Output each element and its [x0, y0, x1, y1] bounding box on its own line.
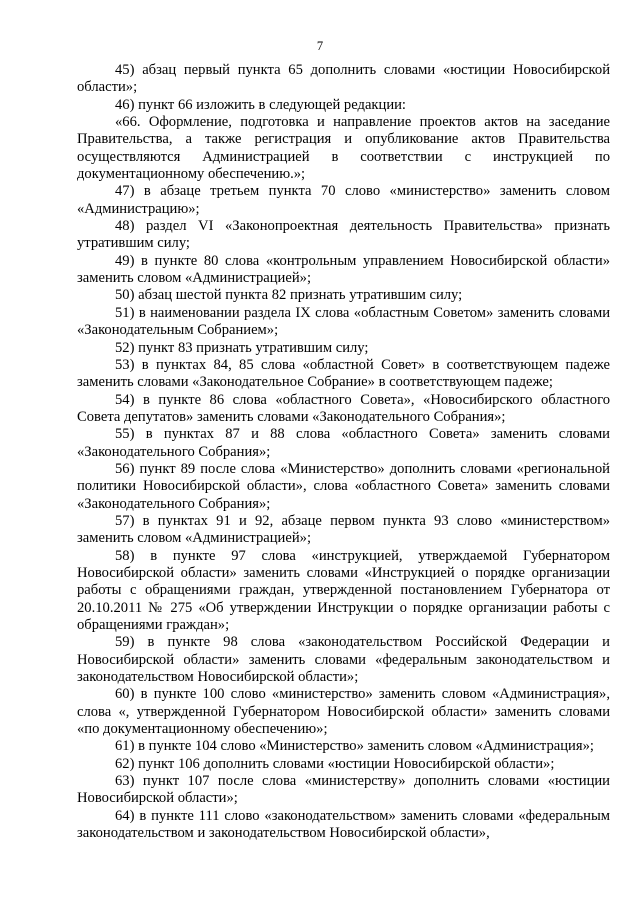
paragraph-61: 61) в пункте 104 слово «Министерство» заменить словом «Администрация»; [115, 738, 594, 755]
paragraph-60: 60) в пункте 100 слово «министерство» заменить словом «Администрация», слова «, утвержденной Губернатором Новосибирской области» заменить словами «по документационному обеспечению»; [77, 686, 610, 738]
paragraph-51: 51) в наименовании раздела IX слова «областным Советом» заменить словами «Законодательным Собранием»; [77, 304, 610, 339]
paragraph-64: 64) в пункте 111 слово «законодательством» заменить словами «федеральным законодательством и законодательством Новосибирской области», [77, 807, 610, 842]
paragraph-63: 63) пункт 107 после слова «министерству» дополнить словами «юстиции Новосибирской области»; [77, 773, 610, 807]
paragraph-57: 57) в пунктах 91 и 92, абзаце первом пункта 93 слово «министерством» заменить словом «Администрацией»; [77, 512, 610, 547]
paragraph-45: 45) абзац первый пункта 65 дополнить словами «юстиции Новосибирской области»; [77, 62, 610, 96]
paragraph-56: 56) пункт 89 после слова «Министерство» дополнить словами «региональной политики Новосибирской области», слова «областного Совета» заменить словами «Законодательного Собрания»; [77, 460, 610, 512]
paragraph-54: 54) в пункте 86 слова «областного Совета», «Новосибирского областного Совета депутатов» заменить словами «Законодательного Собрания»; [77, 391, 610, 425]
paragraph-49: 49) в пункте 80 слова «контрольным управлением Новосибирской области» заменить словом «Администрацией»; [77, 252, 610, 287]
paragraph-50: 50) абзац шестой пункта 82 признать утратившим силу; [115, 287, 463, 304]
paragraph-58: 58) в пункте 97 слова «инструкцией, утверждаемой Губернатором Новосибирской области» заменить словами «Инструкцией о порядке организации работы с обращениями граждан, утвержденной постановлением Губернатора от 20.10.2011 № 275 «Об утверждении Инструкции о порядке организации работы с обращениями граждан»; [77, 547, 610, 633]
paragraph-53: 53) в пунктах 84, 85 слова «областной Совет» в соответствующем падеже заменить словами «Законодательное Собрание» в соответствующем падеже; [77, 356, 610, 391]
paragraph-55: 55) в пунктах 87 и 88 слова «областного Совета» заменить словами «Законодательного Собрания»; [77, 426, 610, 460]
paragraph-48: 48) раздел VI «Законопроектная деятельность Правительства» признать утратившим силу; [77, 218, 610, 252]
page-number: 7 [316, 39, 324, 53]
document-body [77, 62, 610, 842]
paragraph-62: 62) пункт 106 дополнить словами «юстиции Новосибирской области»; [115, 755, 555, 772]
paragraph-66-text: «66. Оформление, подготовка и направление проектов актов на заседание Правительства, а также регистрация и опубликование актов Правительства осуществляются Администрацией в соответствии с инструкцией по документационному обеспечению.»; [77, 114, 610, 183]
paragraph-47: 47) в абзаце третьем пункта 70 слово «министерство» заменить словом «Администрацию»; [77, 183, 610, 217]
paragraph-59: 59) в пункте 98 слова «законодательством Российской Федерации и Новосибирской области» заменить словами «федеральным законодательством и законодательством Новосибирской области»; [77, 634, 610, 686]
paragraph-46: 46) пункт 66 изложить в следующей редакции: [115, 96, 406, 113]
paragraph-52: 52) пункт 83 признать утратившим силу; [115, 339, 369, 356]
